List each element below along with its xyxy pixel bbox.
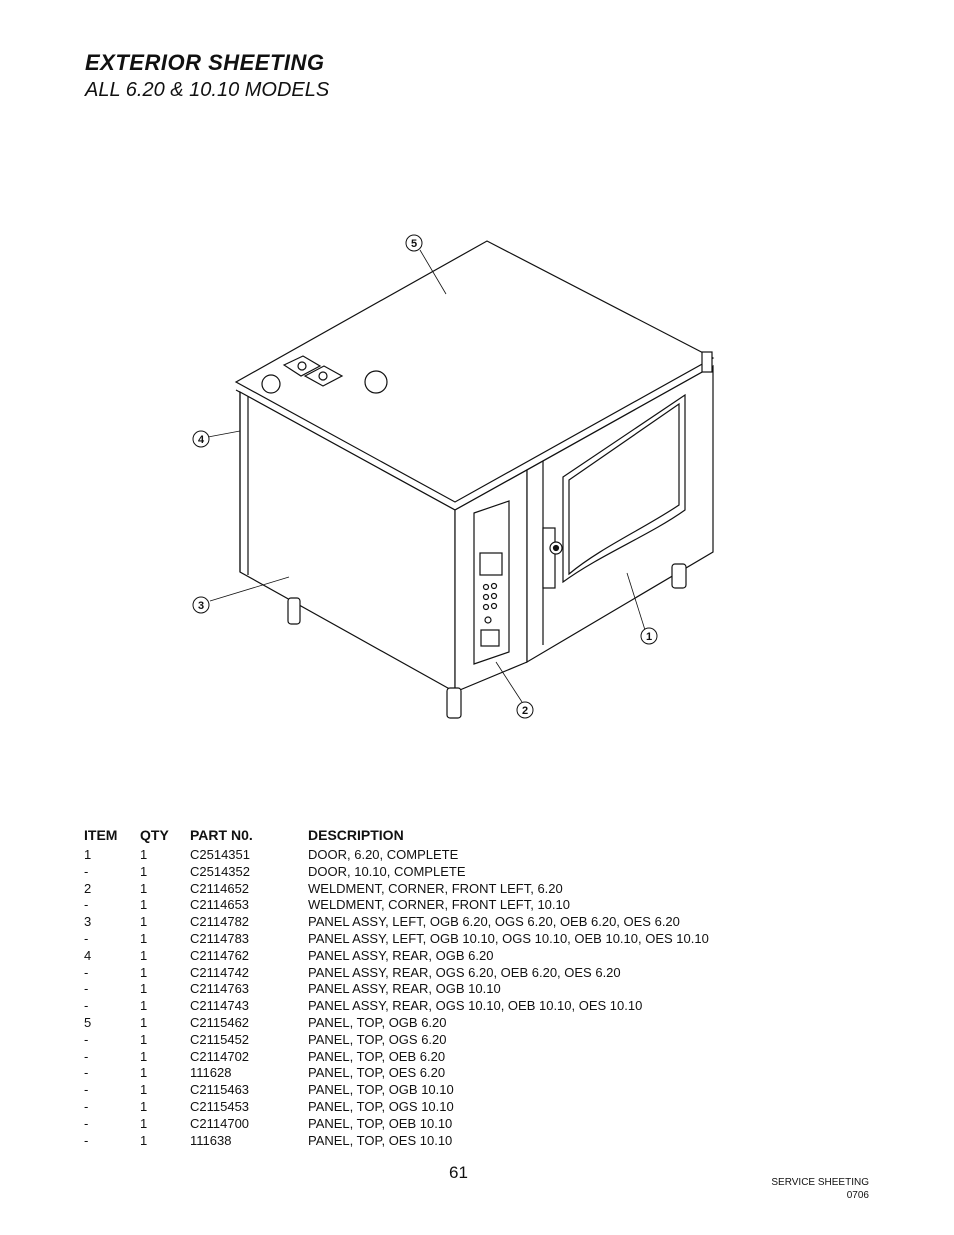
table-row bbox=[84, 1032, 768, 1049]
qty-cell: 1 bbox=[140, 880, 148, 896]
callout-label: 2 bbox=[521, 705, 529, 717]
description-cell: PANEL, TOP, OGS 6.20 bbox=[308, 1031, 447, 1047]
parts-table bbox=[84, 823, 768, 1149]
item-cell: 3 bbox=[84, 914, 92, 930]
description-cell: PANEL, TOP, OEB 6.20 bbox=[308, 1048, 446, 1064]
callout-label: 5 bbox=[410, 238, 418, 250]
qty-cell: 1 bbox=[140, 1115, 148, 1131]
table-row bbox=[84, 864, 768, 881]
part-number-cell: C2114763 bbox=[190, 981, 250, 997]
table-row bbox=[84, 1116, 768, 1133]
item-cell: - bbox=[84, 1031, 89, 1047]
page-subtitle: ALL 6.20 & 10.10 MODELS bbox=[85, 79, 330, 101]
part-number-cell: C2114762 bbox=[190, 947, 250, 963]
qty-cell: 1 bbox=[140, 981, 148, 997]
item-cell: - bbox=[84, 1048, 89, 1064]
part-number-cell: C2115462 bbox=[190, 1014, 250, 1030]
part-number-cell: C2115452 bbox=[190, 1031, 250, 1047]
description-cell: PANEL, TOP, OEB 10.10 bbox=[308, 1115, 453, 1131]
description-cell: PANEL ASSY, REAR, OGS 10.10, OEB 10.10, OES 10.10 bbox=[308, 998, 643, 1014]
description-cell: WELDMENT, CORNER, FRONT LEFT, 10.10 bbox=[308, 897, 570, 913]
table-row bbox=[84, 1049, 768, 1066]
part-number-cell: C2514351 bbox=[190, 847, 250, 862]
description-cell: PANEL ASSY, REAR, OGS 6.20, OEB 6.20, OES 6.20 bbox=[308, 964, 621, 980]
qty-cell: 1 bbox=[140, 1014, 148, 1030]
callout-label: 3 bbox=[197, 600, 205, 612]
page-title: EXTERIOR SHEETING bbox=[85, 50, 325, 75]
qty-cell: 1 bbox=[140, 1048, 148, 1064]
qty-cell: 1 bbox=[140, 1098, 148, 1114]
part-number-cell: C2115463 bbox=[190, 1082, 250, 1098]
table-row bbox=[84, 881, 768, 898]
column-header-part-no: PART N0. bbox=[190, 827, 253, 843]
qty-cell: 1 bbox=[140, 914, 148, 930]
footer-section: SERVICE SHEETING bbox=[771, 1177, 869, 1188]
item-cell: 2 bbox=[84, 880, 92, 896]
column-header-qty: QTY bbox=[140, 827, 169, 843]
description-cell: PANEL, TOP, OGB 10.10 bbox=[308, 1082, 454, 1098]
oven-illustration bbox=[180, 225, 740, 725]
description-cell: PANEL ASSY, REAR, OGB 10.10 bbox=[308, 981, 501, 997]
part-number-cell: C2114743 bbox=[190, 998, 250, 1014]
item-cell: - bbox=[84, 964, 89, 980]
qty-cell: 1 bbox=[140, 1132, 148, 1148]
leg bbox=[672, 564, 686, 588]
part-number-cell: C2114783 bbox=[190, 930, 250, 946]
column-header-item: ITEM bbox=[84, 827, 118, 843]
item-cell: - bbox=[84, 1115, 89, 1131]
part-number-cell: C2114742 bbox=[190, 964, 250, 980]
qty-cell: 1 bbox=[140, 1082, 148, 1098]
description-cell: PANEL ASSY, LEFT, OGB 10.10, OGS 10.10, OEB 10.10, OES 10.10 bbox=[308, 930, 709, 946]
description-cell: PANEL, TOP, OES 6.20 bbox=[308, 1065, 446, 1081]
part-number-cell: C2514352 bbox=[190, 863, 250, 879]
description-cell: WELDMENT, CORNER, FRONT LEFT, 6.20 bbox=[308, 880, 563, 896]
item-cell: - bbox=[84, 998, 89, 1014]
qty-cell: 1 bbox=[140, 947, 148, 963]
item-cell: - bbox=[84, 981, 89, 997]
description-cell: DOOR, 6.20, COMPLETE bbox=[308, 847, 459, 862]
table-row bbox=[84, 897, 768, 914]
item-cell: - bbox=[84, 930, 89, 946]
item-cell: - bbox=[84, 1082, 89, 1098]
table-row bbox=[84, 1015, 768, 1032]
door-handle bbox=[543, 528, 555, 588]
part-number-cell: C2114782 bbox=[190, 914, 250, 930]
description-cell: DOOR, 10.10, COMPLETE bbox=[308, 863, 466, 879]
item-cell: - bbox=[84, 1098, 89, 1114]
description-cell: PANEL ASSY, LEFT, OGB 6.20, OGS 6.20, OEB 6.20, OES 6.20 bbox=[308, 914, 680, 930]
table-row bbox=[84, 965, 768, 982]
table-row bbox=[84, 1065, 768, 1082]
description-cell: PANEL ASSY, REAR, OGB 6.20 bbox=[308, 947, 494, 963]
qty-cell: 1 bbox=[140, 998, 148, 1014]
parts-table-header bbox=[84, 823, 768, 847]
part-number-cell: C2114652 bbox=[190, 880, 250, 896]
part-number-cell: C2114653 bbox=[190, 897, 250, 913]
table-row bbox=[84, 931, 768, 948]
table-row bbox=[84, 847, 768, 864]
table-row bbox=[84, 1133, 768, 1150]
part-number-cell: 111628 bbox=[190, 1065, 232, 1081]
item-cell: 4 bbox=[84, 947, 92, 963]
description-cell: PANEL, TOP, OGS 10.10 bbox=[308, 1098, 454, 1114]
description-cell: PANEL, TOP, OES 10.10 bbox=[308, 1132, 453, 1148]
description-cell: PANEL, TOP, OGB 6.20 bbox=[308, 1014, 447, 1030]
qty-cell: 1 bbox=[140, 863, 148, 879]
qty-cell: 1 bbox=[140, 1065, 148, 1081]
table-row bbox=[84, 948, 768, 965]
table-row bbox=[84, 914, 768, 931]
qty-cell: 1 bbox=[140, 930, 148, 946]
footer bbox=[771, 1176, 869, 1202]
item-cell: - bbox=[84, 863, 89, 879]
item-cell: 1 bbox=[84, 847, 92, 862]
table-row bbox=[84, 981, 768, 998]
qty-cell: 1 bbox=[140, 897, 148, 913]
table-row bbox=[84, 998, 768, 1015]
qty-cell: 1 bbox=[140, 964, 148, 980]
part-number-cell: C2114700 bbox=[190, 1115, 250, 1131]
leg bbox=[288, 598, 300, 624]
qty-cell: 1 bbox=[140, 1031, 148, 1047]
item-cell: - bbox=[84, 897, 89, 913]
leg bbox=[447, 688, 461, 718]
table-row bbox=[84, 1082, 768, 1099]
callout-label: 1 bbox=[645, 631, 653, 643]
qty-cell: 1 bbox=[140, 847, 148, 862]
page-number: 61 bbox=[449, 1163, 468, 1182]
callout-label: 4 bbox=[197, 434, 205, 446]
part-number-cell: C2115453 bbox=[190, 1098, 250, 1114]
column-header-description: DESCRIPTION bbox=[308, 827, 404, 843]
table-row bbox=[84, 1099, 768, 1116]
item-cell: - bbox=[84, 1132, 89, 1148]
part-number-cell: 111638 bbox=[190, 1132, 232, 1148]
item-cell: - bbox=[84, 1065, 89, 1081]
item-cell: 5 bbox=[84, 1014, 92, 1030]
footer-code: 0706 bbox=[846, 1190, 869, 1201]
part-number-cell: C2114702 bbox=[190, 1048, 250, 1064]
